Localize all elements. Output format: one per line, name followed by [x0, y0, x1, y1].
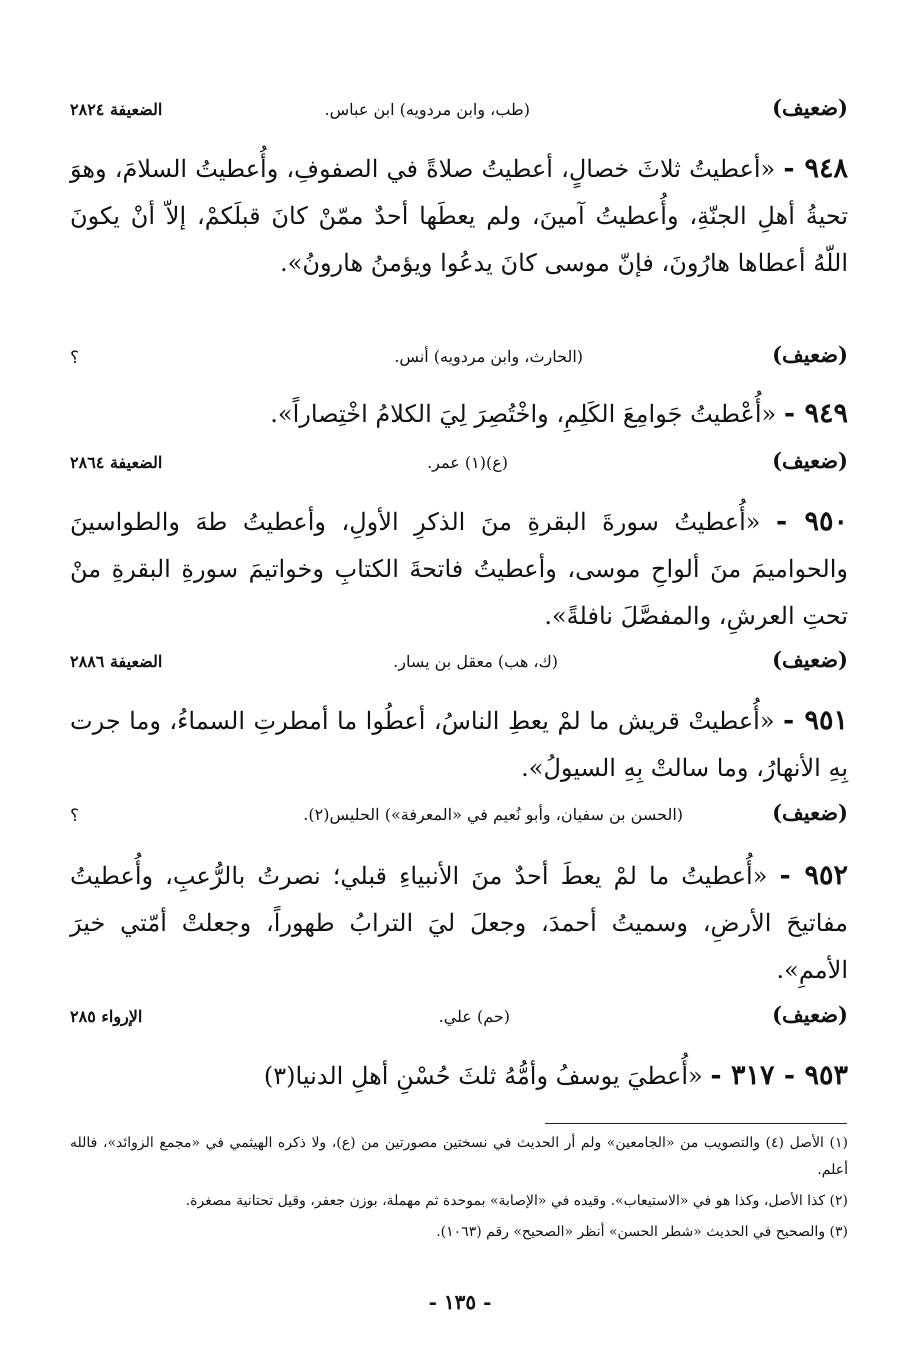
source-citation: (حم) علي.: [438, 1007, 510, 1026]
grade-label: (ضعيف): [772, 342, 848, 367]
grade-label: (ضعيف): [772, 448, 848, 473]
hadith-entry: [70, 145, 848, 287]
hadith-number: ٩٥١ -: [783, 705, 848, 736]
hadith-text: «أُعطيَ يوسفُ وأمُّهُ ثلثَ حُسْنِ أهلِ الدنيا(٣): [263, 1062, 703, 1090]
reference: الضعيفة ٢٨٢٤: [70, 100, 163, 119]
page-number: - ١٣٥ -: [428, 1290, 492, 1314]
entry-header: [70, 448, 848, 484]
entry-header: [70, 800, 848, 836]
entry-header: [70, 95, 848, 131]
entry-header: [70, 1002, 848, 1038]
hadith-text: «أُعطيتْ قريش ما لمْ يعطِ الناسُ، أعطُوا ما أمطرتِ السماءُ، وما جرت بِهِ الأنهارُ، وما سالتْ بِهِ السيولُ».: [70, 707, 848, 782]
source-citation: (الحارث، وابن مردويه) أنس.: [394, 347, 583, 366]
hadith-number: ٩٤٨ -: [783, 153, 848, 184]
hadith-number: ٩٥٠ -: [776, 506, 848, 537]
hadith-text: «أُعطيتُ ما لمْ يعطَ أحدٌ منَ الأنبياءِ قبلي؛ نصرتُ بالرُّعبِ، وأُعطيتُ مفاتيحَ الأرضِ، وسميتُ أحمدَ، وجعلَ ليَ الترابُ طهوراً، وجعلتْ أمّتي خيرَ الأممِ».: [70, 862, 848, 984]
hadith-text: «أُعْطيتُ جَوامِعَ الكَلِمِ، واخْتُصِرَ لِيَ الكلامُ اخْتِصاراً».: [270, 400, 777, 428]
source-citation: (الحسن بن سفيان، وأبو نُعيم في «المعرفة») الحليس(٢).: [303, 805, 683, 824]
source-citation: (طب، وابن مردويه) ابن عباس.: [324, 100, 530, 119]
hadith-entry: [70, 498, 848, 640]
hadith-entry: [70, 1052, 848, 1100]
grade-label: (ضعيف): [772, 800, 848, 825]
reference: ؟: [70, 348, 80, 368]
grade-label: (ضعيف): [772, 1002, 848, 1027]
hadith-text: «أعطيتُ ثلاثَ خصالٍ، أعطيتُ صلاةً في الصفوفِ، وأُعطيتُ السلامَ، وهوَ تحيةُ أهلِ الجنّةِ، وأُعطيتُ آمينَ، ولم يعطَها أحدٌ ممّنْ كانَ قبلَكمْ، إلاّ أنْ يكونَ اللّهُ أعطاها هارُونَ، فإنّ موسى كانَ يدعُوا ويؤمنُ هارونُ».: [70, 155, 848, 277]
hadith-entry: [70, 852, 848, 994]
reference: الضعيفة ٢٨٨٦: [70, 652, 163, 671]
footnote: (١) الأصل (٤) والتصويب من «الجامعين» ولم أر الحديث في نسختين مصورتين من (ع)، ولا ذكره الهيثمي في «مجمع الزوائد»، فالله أعلم.: [70, 1135, 848, 1178]
footnote: (٣) والصحيح في الحديث «شطر الحسن» أنظر «الصحيح» رقم (١٠٦٣).: [436, 1224, 848, 1240]
footnote: (٢) كذا الأصل، وكذا هو في «الاستيعاب». وقيده في «الإصابة» بموحدة ثم مهملة، بوزن جعفر، وقيل تحتانية مصغرة.: [185, 1193, 848, 1209]
reference: الضعيفة ٢٨٦٤: [70, 453, 163, 472]
hadith-number: ٩٤٩ -: [783, 398, 848, 429]
grade-label: (ضعيف): [772, 95, 848, 120]
footnote-separator: [545, 1123, 847, 1124]
reference: الإرواء ٢٨٥: [70, 1007, 143, 1026]
entry-header: [70, 342, 848, 378]
hadith-entry: [70, 697, 848, 792]
hadith-entry: [70, 390, 848, 438]
source-citation: (ك، هب) معقل بن يسار.: [393, 652, 558, 671]
hadith-number: ٩٥٣ - ٣١٧ -: [710, 1060, 848, 1091]
hadith-number: ٩٥٢ -: [779, 860, 848, 891]
hadith-text: «أُعطيتُ سورةَ البقرةِ منَ الذكرِ الأولِ، وأعطيتُ طهَ والطواسينَ والحواميمَ منَ ألواحِ موسى، وأعطيتُ فاتحةَ الكتابِ وخواتيمَ سورةِ البقرةِ منْ تحتِ العرشِ، والمفصَّلَ نافلةً».: [70, 508, 848, 630]
grade-label: (ضعيف): [772, 647, 848, 672]
source-citation: (ع)(١) عمر.: [427, 453, 508, 472]
reference: ؟: [70, 806, 80, 826]
entry-header: [70, 647, 848, 683]
